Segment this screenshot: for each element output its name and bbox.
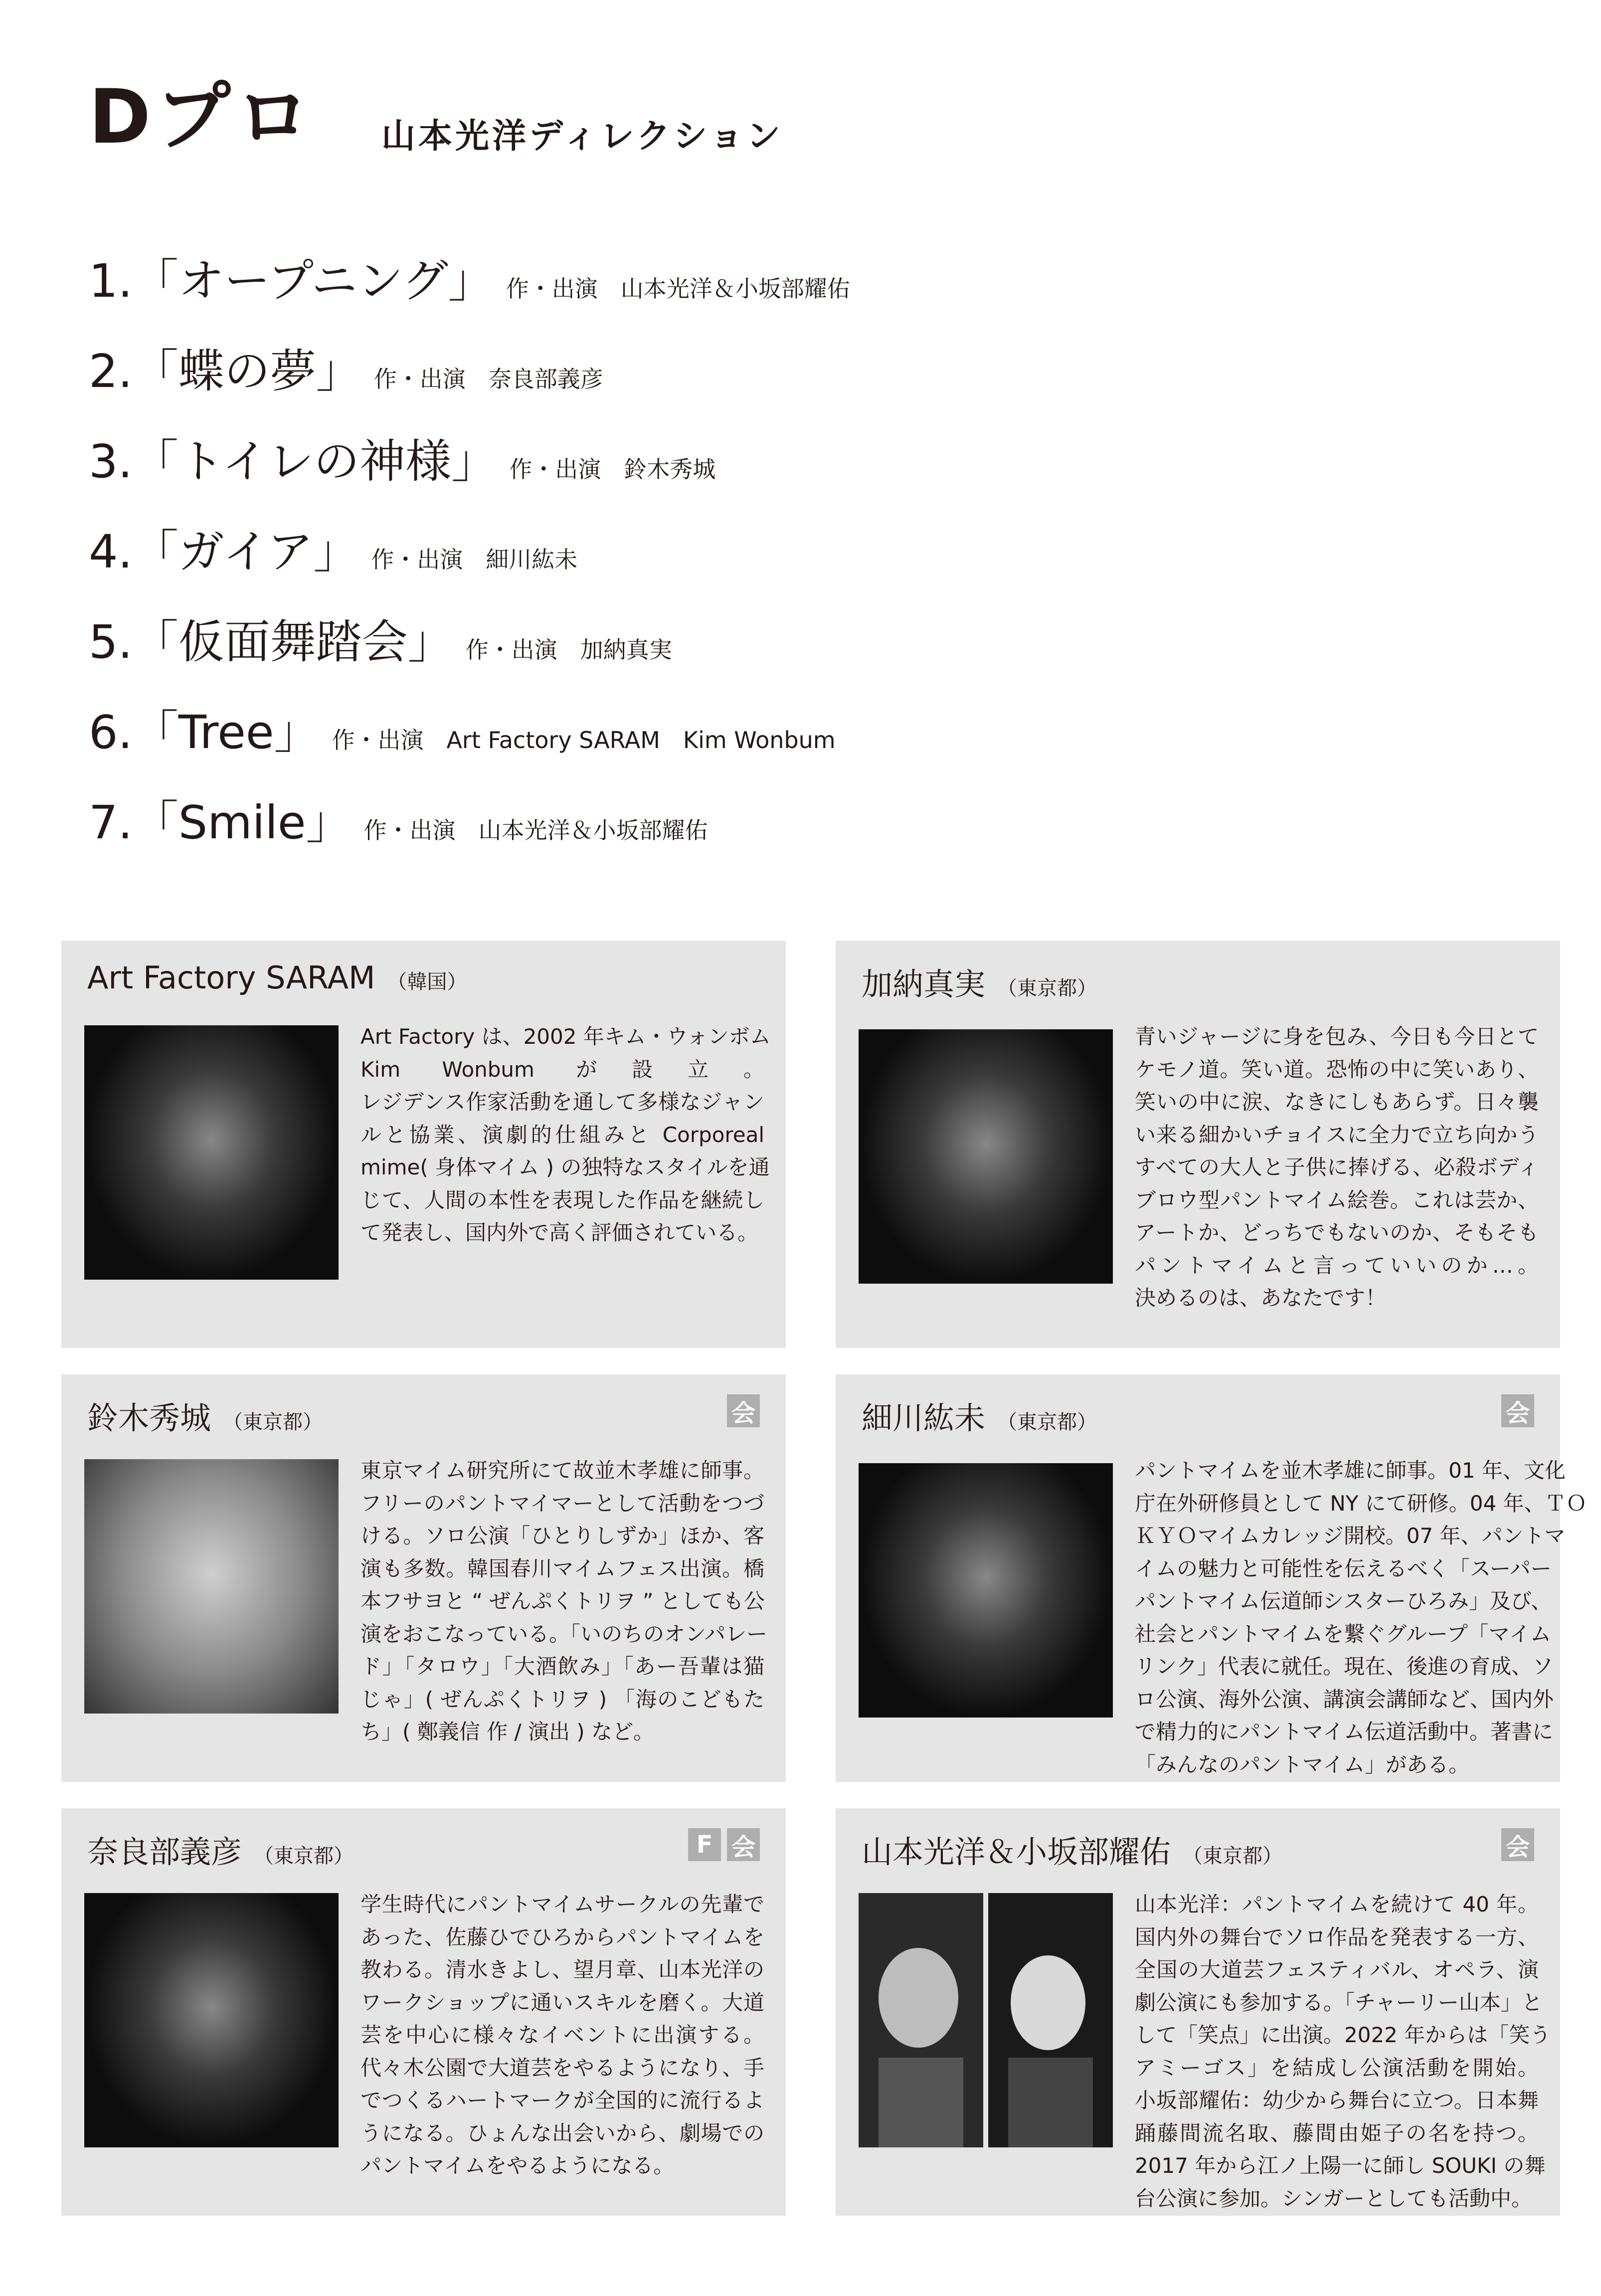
performer-bio bbox=[1135, 1888, 1551, 2215]
badge-group bbox=[688, 1828, 760, 1861]
mime-performer-photo bbox=[84, 1025, 339, 1280]
performer-card bbox=[836, 1808, 1560, 2216]
membership-badge: 会 bbox=[727, 1394, 760, 1427]
bio-line: アートか、どっちでもないのか、そもそも bbox=[1135, 1220, 1539, 1245]
bio-line: 劇公演にも参加する。「チャーリー山本」と bbox=[1135, 1990, 1543, 2015]
bio-line: ワークショップに通いスキルを磨く。大道 bbox=[360, 1990, 764, 2015]
performer-photo bbox=[84, 1893, 339, 2147]
bio-line: 代々木公園で大道芸をやるようになり、手 bbox=[360, 2055, 764, 2080]
bio-line: して「笑点」に出演。2022 年からは「笑う bbox=[1135, 2023, 1551, 2047]
program-number: 4. bbox=[89, 525, 133, 578]
bio-line: リンク」代表に就任。現在、後進の育成、ソ bbox=[1135, 1654, 1554, 1679]
program-number: 6. bbox=[89, 706, 133, 759]
bio-line: 教わる。清水きよし、望月章、山本光洋の bbox=[360, 1957, 764, 1982]
program-item bbox=[89, 515, 850, 605]
performer-header bbox=[862, 1827, 1282, 1872]
bio-line: 学生時代にパントマイムサークルの先輩で bbox=[360, 1892, 764, 1916]
performer-card bbox=[836, 941, 1560, 1348]
bio-line: 小坂部耀佑：幼少から舞台に立つ。日本舞 bbox=[1135, 2088, 1539, 2112]
bio-line: Art Factory は、2002 年キム・ウォンボム bbox=[360, 1024, 771, 1049]
program-title: 「トイレの神様」 bbox=[132, 435, 498, 488]
bio-line: Kim Wonbum が設立。 bbox=[360, 1057, 764, 1082]
bio-line: パントマイム伝道師シスターひろみ」及び、 bbox=[1135, 1589, 1552, 1613]
performer-header bbox=[862, 959, 1097, 1004]
bio-line: 2017 年から江ノ上陽一に師し SOUKI の舞 bbox=[1135, 2153, 1546, 2178]
bio-line: て発表し、国内外で高く評価されている。 bbox=[360, 1220, 759, 1245]
bio-line: じて、人間の本性を表現した作品を継続し bbox=[360, 1187, 764, 1212]
program-number: 7. bbox=[89, 796, 133, 849]
performer-header bbox=[87, 1827, 354, 1872]
bio-line: じゃ」( ぜんぷくトリヲ ) 「海のこどもた bbox=[360, 1687, 764, 1712]
program-credit: 作・出演 加納真実 bbox=[465, 636, 672, 663]
program-item bbox=[89, 605, 850, 696]
performer-header bbox=[87, 959, 467, 996]
performer-name: 山本光洋＆小坂部耀佑 bbox=[862, 1834, 1171, 1870]
performer-region: （韓国） bbox=[387, 970, 467, 993]
program-credit: 作・出演 奈良部義彦 bbox=[373, 366, 603, 392]
membership-badge: 会 bbox=[1501, 1394, 1534, 1427]
bio-line: レジデンス作家活動を通して多様なジャン bbox=[360, 1090, 764, 1114]
program-number: 2. bbox=[89, 345, 133, 398]
performer-region: （東京都） bbox=[223, 1411, 323, 1434]
page-subtitle: 山本光洋ディレクション bbox=[381, 117, 783, 156]
program-title: 「Tree」 bbox=[132, 706, 320, 759]
bio-line: パントマイムと言っていいのか…。 bbox=[1135, 1253, 1539, 1278]
bio-line: ち」( 鄭義信 作 / 演出 ) など。 bbox=[360, 1720, 655, 1744]
program-item bbox=[89, 335, 850, 425]
program-list bbox=[89, 244, 850, 876]
performer-photo bbox=[859, 1463, 1113, 1718]
program-credit: 作・出演 Art Factory SARAM Kim Wonbum bbox=[332, 727, 836, 754]
performer-name: 奈良部義彦 bbox=[87, 1834, 242, 1870]
bio-line: ルと協業、演劇的仕組みと Corporeal bbox=[360, 1122, 764, 1147]
performer-card bbox=[836, 1374, 1587, 1782]
bio-line: イムの魅力と可能性を伝えるべく「スーパー bbox=[1135, 1556, 1552, 1581]
program-title: 「Smile」 bbox=[132, 796, 352, 849]
bio-line: で精力的にパントマイム伝道活動中。著書に bbox=[1135, 1720, 1554, 1744]
bio-line: 本フサヨと “ ぜんぷくトリヲ ” としても公 bbox=[360, 1589, 765, 1613]
bio-line: 「みんなのパントマイム」がある。 bbox=[1135, 1752, 1470, 1777]
performer-photo bbox=[859, 1029, 1113, 1284]
bio-line: アミーゴス」を結成し公演活動を開始。 bbox=[1135, 2055, 1539, 2080]
bio-line: 青いジャージに身を包み、今日も今日とて bbox=[1135, 1024, 1539, 1049]
bio-line: 庁在外研修員として NY にて研修。04 年、ＴＯ bbox=[1135, 1491, 1587, 1516]
bio-line: 東京マイム研究所にて故並木孝雄に師事。 bbox=[360, 1458, 764, 1483]
performer-name: Art Factory SARAM bbox=[87, 959, 375, 996]
bio-line: 社会とパントマイムを繋ぐグループ「マイム bbox=[1135, 1621, 1551, 1646]
bio-line: でつくるハートマークが全国的に流行るよ bbox=[360, 2088, 764, 2112]
performer-bio bbox=[1135, 1020, 1539, 1315]
program-number: 1. bbox=[89, 254, 133, 308]
program-number: 3. bbox=[89, 435, 133, 488]
program-title: 「蝶の夢」 bbox=[132, 345, 362, 398]
bio-line: ブロウ型パントマイム絵巻。これは芸か、 bbox=[1135, 1187, 1539, 1212]
membership-badge: 会 bbox=[1501, 1828, 1534, 1861]
performer-header bbox=[87, 1393, 323, 1438]
badge-group bbox=[1501, 1828, 1534, 1861]
bio-line: 演も多数。韓国春川マイムフェス出演。橋 bbox=[360, 1556, 764, 1581]
program-credit: 作・出演 山本光洋＆小坂部耀佑 bbox=[363, 817, 708, 844]
bio-line: mime( 身体マイム ) の独特なスタイルを通 bbox=[360, 1155, 770, 1179]
badge-group bbox=[1501, 1394, 1534, 1427]
program-title: 「オープニング」 bbox=[132, 254, 494, 308]
membership-badge: 会 bbox=[727, 1828, 760, 1861]
program-credit: 作・出演 細川紘未 bbox=[371, 546, 578, 573]
performer-card bbox=[61, 941, 786, 1348]
performer-name: 加納真実 bbox=[862, 966, 986, 1002]
bio-line: あった、佐藤ひでひろからパントマイムを bbox=[360, 1924, 764, 1949]
bio-line: 演をおこなっている。「いのちのオンパレー bbox=[360, 1621, 768, 1646]
program-title: 「ガイア」 bbox=[132, 525, 359, 578]
bio-line: い来る細かいチョイスに全力で立ち向かう bbox=[1135, 1122, 1539, 1147]
bio-line: 芸を中心に様々なイベントに出演する。 bbox=[360, 2023, 764, 2047]
bio-line: パントマイムを並木孝雄に師事。01 年、文化 bbox=[1135, 1458, 1566, 1483]
performer-bio bbox=[360, 1888, 764, 2182]
performer-region: （東京都） bbox=[997, 977, 1097, 1000]
badge-group bbox=[727, 1394, 760, 1427]
performer-header bbox=[862, 1393, 1097, 1438]
performer-region: （東京都） bbox=[997, 1411, 1097, 1434]
performer-face-photo bbox=[84, 1459, 339, 1714]
program-item bbox=[89, 786, 850, 876]
bio-line: 笑いの中に涙、なきにしもあらず。日々襲 bbox=[1135, 1090, 1539, 1114]
bio-line: 台公演に参加。シンガーとしても活動中。 bbox=[1135, 2186, 1532, 2211]
bio-line: ケモノ道。笑い道。恐怖の中に笑いあり、 bbox=[1135, 1057, 1539, 1082]
performer-name: 細川紘未 bbox=[862, 1400, 986, 1436]
membership-badge: F bbox=[688, 1828, 721, 1861]
program-item bbox=[89, 244, 850, 335]
program-credit: 作・出演 山本光洋＆小坂部耀佑 bbox=[506, 275, 850, 302]
performer-bio bbox=[1135, 1454, 1587, 1781]
bio-line: 国内外の舞台でソロ作品を発表する一方、 bbox=[1135, 1924, 1539, 1949]
program-credit: 作・出演 鈴木秀城 bbox=[509, 456, 716, 483]
duo-portrait-icon bbox=[859, 1893, 1113, 2147]
performer-region: （東京都） bbox=[254, 1845, 354, 1868]
performer-bio bbox=[360, 1020, 771, 1249]
bio-line: 踊藤間流名取、藤間由姫子の名を持つ。 bbox=[1135, 2120, 1539, 2145]
bio-line: ＫＹＯマイムカレッジ開校。07 年、パントマ bbox=[1135, 1524, 1566, 1548]
performer-card bbox=[61, 1808, 786, 2216]
performer-region: （東京都） bbox=[1183, 1845, 1283, 1868]
bio-line: すべての大人と子供に捧げる、必殺ボディ bbox=[1135, 1155, 1539, 1179]
program-item bbox=[89, 425, 850, 515]
performer-name: 鈴木秀城 bbox=[87, 1400, 211, 1436]
bio-line: 山本光洋：パントマイムを続けて 40 年。 bbox=[1135, 1892, 1539, 1916]
bio-line: ド」「タロウ」「大酒飲み」「あー吾輩は猫 bbox=[360, 1654, 764, 1679]
program-number: 5. bbox=[89, 615, 133, 669]
bio-line: うになる。ひょんな出会いから、劇場での bbox=[360, 2120, 764, 2145]
program-title: 「仮面舞踏会」 bbox=[132, 615, 454, 669]
performer-card bbox=[61, 1374, 786, 1782]
page-title: Dプロ bbox=[89, 74, 316, 161]
bio-line: パントマイムをやるようになる。 bbox=[360, 2153, 675, 2178]
bio-line: 全国の大道芸フェスティバル、オペラ、演 bbox=[1135, 1957, 1539, 1982]
duo-performers-photo bbox=[859, 1893, 1113, 2147]
bio-line: フリーのパントマイマーとして活動をつづ bbox=[360, 1491, 764, 1516]
performer-bio bbox=[360, 1454, 768, 1748]
bio-line: ロ公演、海外公演、講演会講師など、国内外 bbox=[1135, 1687, 1554, 1712]
bio-line: 決めるのは、あなたです！ bbox=[1135, 1286, 1387, 1310]
program-item bbox=[89, 696, 850, 786]
bio-line: ける。ソロ公演「ひとりしずか」ほか、客 bbox=[360, 1524, 764, 1548]
